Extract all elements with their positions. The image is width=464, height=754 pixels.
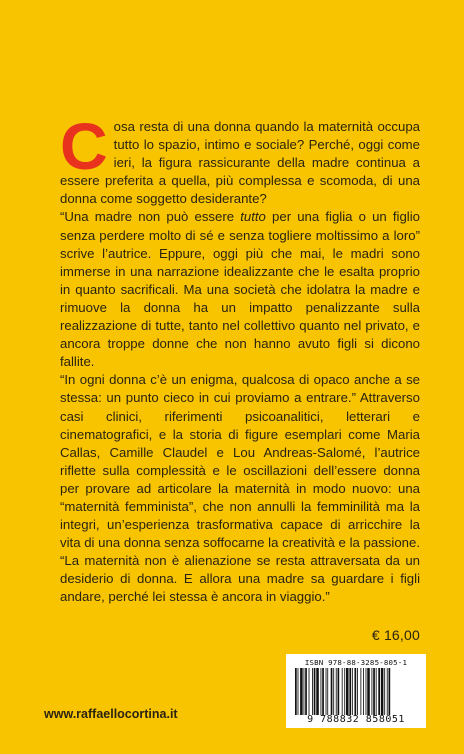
blurb-p2-after: per una figlia o un figlio senza perdere molto di sé e senza togliere moltissimo a loro” scrive l’autrice. Eppure, oggi più che mai, le madri sono immerse in una narrazione idealizzante che le esalta proprio in quanto sacrificali. Ma una società che idolatra la madre e rimuove la donna ha un impatto penalizzante sulla realizzazione di tutte, tanto nel collettivo quanto nel privato, e ancora troppe donne che non hanno avuto figli si dicono fallite. xyxy=(60,209,420,370)
blurb-paragraph-1 xyxy=(60,109,420,208)
barcode-icon xyxy=(294,668,420,715)
ean-digits: 9 788832 858051 xyxy=(307,714,405,725)
drop-cap-letter: C xyxy=(60,109,108,183)
blurb-p2-emphasis: tutto xyxy=(240,209,266,225)
isbn-text: ISBN 978-88-3285-805-1 xyxy=(304,658,408,667)
publisher-website: www.raffaellocortina.it xyxy=(44,707,178,721)
blurb-paragraph-2 xyxy=(60,208,420,371)
price-label: € 16,00 xyxy=(371,627,420,643)
blurb-paragraph-3: “In ogni donna c’è un enigma, qualcosa di opaco anche a se stessa: un punto cieco in cui proviamo a entrare.” Attraverso casi clinici, riferimenti psicoanalitici, letterari e cinematografici, e la storia di figure esemplari come Maria Callas, Camille Claudel e Lou Andreas-Salomé, l’autrice riflette sulla complessità e le oscillazioni dell’essere donna per provare ad articolare la maternità in modo nuovo: una “maternità femminista”, che non annulli la femminilità ma la integri, un’esperienza trasformativa capace di arricchire la vita di una donna senza soffocarne la creatività e la passione. “La maternità non è alienazione se resta attraversata da un desiderio di donna. E allora una madre sa guardare i figli andare, perché lei stessa è ancora in viaggio.” xyxy=(60,372,420,605)
blurb-p2-before: “Una madre non può essere xyxy=(60,209,241,225)
blurb-paragraph-1-text: osa resta di una donna quando la maternità occupa tutto lo spazio, intimo e sociale? Perché, oggi come ieri, la figura rassicurante della madre continua a essere preferita a quella, più complessa e scomoda, di una donna come soggetto desiderante? xyxy=(60,119,420,207)
blurb-text xyxy=(60,109,420,607)
barcode-box xyxy=(286,654,426,728)
